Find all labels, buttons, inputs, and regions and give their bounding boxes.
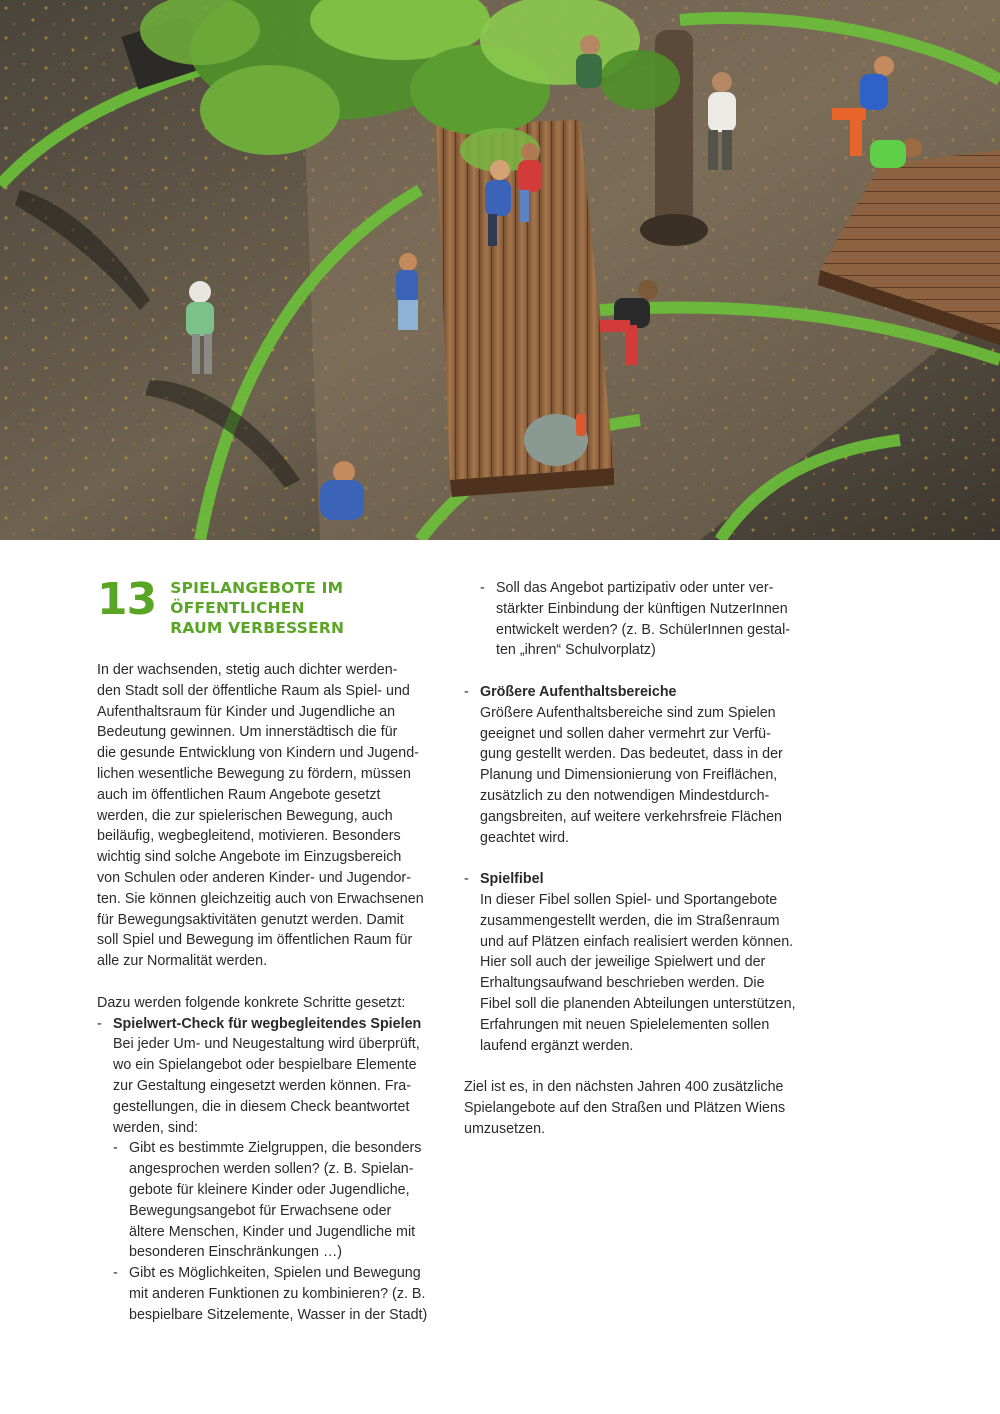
- right-column: [464, 578, 814, 1140]
- intro-line: beiläufig, wegbegleitend, motivieren. Besonders: [97, 828, 401, 845]
- photo-illustration: [0, 0, 1000, 540]
- sub-line: angesprochen werden sollen? (z. B. Spielan-: [129, 1161, 414, 1178]
- sub-line: ten „ihren“ Schulvorplatz): [496, 642, 656, 659]
- steps-list-continued: [464, 578, 814, 1056]
- item-title: - Größere Aufenthaltsbereiche: [480, 683, 677, 700]
- item-line: und auf Plätzen einfach realisiert werden können.: [480, 933, 794, 950]
- intro-paragraph: [97, 660, 442, 972]
- sub-line: ältere Menschen, Kinder und Jugendliche mit: [129, 1223, 416, 1240]
- item-line: laufend ergänzt werden.: [480, 1037, 634, 1054]
- intro-line: die gesunde Entwicklung von Kindern und Jugend-: [97, 745, 419, 762]
- item-line: werden, sind:: [113, 1119, 199, 1136]
- sub-list-item-continued: [480, 578, 814, 661]
- list-item-spielfibel: [464, 869, 814, 1056]
- sub-line: besonderen Einschränkungen …): [129, 1244, 343, 1261]
- intro-line: Bedeutung gewinnen. Um innerstädtisch die für: [97, 724, 398, 741]
- section-title: [170, 578, 442, 638]
- sub-line: - Gibt es bestimmte Zielgruppen, die besonders: [129, 1140, 422, 1157]
- item-line: Bei jeder Um- und Neugestaltung wird überprüft,: [113, 1036, 420, 1053]
- item-line: zur Gestaltung eingesetzt werden können. Fra-: [113, 1077, 412, 1094]
- list-item-aufenthaltsbereiche: [464, 682, 814, 848]
- item-line: gestellungen, die in diesem Check beantwortet: [113, 1098, 410, 1115]
- item-line: gangsbreiten, auf weitere verkehrsfreie Flächen: [480, 808, 782, 825]
- left-column: [97, 574, 442, 1326]
- item-line: Größere Aufenthaltsbereiche sind zum Spielen: [480, 704, 776, 721]
- intro-line: alle zur Normalität werden.: [97, 953, 268, 970]
- section-number: 13: [97, 574, 157, 625]
- intro-line: den Stadt soll der öffentliche Raum als Spiel- und: [97, 682, 410, 699]
- sub-line: gebote für kleinere Kinder oder Jugendliche,: [129, 1181, 410, 1198]
- item-line: Hier soll auch der jeweilige Spielwert und der: [480, 954, 766, 971]
- item-line: Fibel soll die planenden Abteilungen unterstützen,: [480, 995, 796, 1012]
- steps-list: [97, 1014, 442, 1326]
- sub-line: mit anderen Funktionen zu kombinieren? (z. B.: [129, 1285, 426, 1302]
- sub-line: entwickelt werden? (z. B. SchülerInnen gestal-: [496, 621, 791, 638]
- item-line: Planung und Dimensionierung von Freiflächen,: [480, 767, 778, 784]
- intro-line: für Bewegungsaktivitäten genutzt werden. Damit: [97, 911, 404, 928]
- item-line: gung gestellt werden. Das bedeutet, dass in der: [480, 746, 783, 763]
- section-title-line2: RAUM VERBESSERN: [170, 619, 345, 637]
- closing-line: umzusetzen.: [464, 1120, 546, 1137]
- intro-line: von Schulen oder anderen Kinder- und Jugendor-: [97, 869, 411, 886]
- item-line: zusammengestellt werden, die im Straßenraum: [480, 912, 780, 929]
- item-line: zusätzlich zu den notwendigen Mindestdurch-: [480, 787, 770, 804]
- item-line: In dieser Fibel sollen Spiel- und Sportangebote: [480, 891, 778, 908]
- closing-line: Ziel ist es, in den nächsten Jahren 400 zusätzliche: [464, 1079, 784, 1096]
- steps-lead: Dazu werden folgende konkrete Schritte gesetzt:: [97, 994, 406, 1011]
- item-line: geachtet wird.: [480, 829, 570, 846]
- intro-line: Aufenthaltsraum für Kinder und Jugendliche an: [97, 703, 396, 720]
- intro-line: In der wachsenden, stetig auch dichter werden-: [97, 662, 398, 678]
- sub-line: stärkter Einbindung der künftigen NutzerInnen: [496, 600, 788, 617]
- sub-list-item: [113, 1263, 442, 1325]
- schoolyard-photo: [0, 0, 1000, 540]
- item-line: Erhaltungsaufwand beschrieben werden. Die: [480, 975, 765, 992]
- item-line: wo ein Spielangebot oder bespielbare Elemente: [113, 1057, 417, 1074]
- sub-line: - Soll das Angebot partizipativ oder unter ver-: [496, 580, 774, 596]
- list-item-spielwert-check: [97, 1014, 442, 1326]
- intro-line: werden, die zur spielerischen Bewegung, auch: [97, 807, 393, 824]
- intro-line: soll Spiel und Bewegung im öffentlichen Raum für: [97, 932, 413, 949]
- section-heading: [97, 574, 442, 638]
- sub-line: bespielbare Sitzelemente, Wasser in der Stadt): [129, 1306, 428, 1323]
- closing-line: Spielangebote auf den Straßen und Plätzen Wiens: [464, 1099, 786, 1116]
- closing-paragraph: [464, 1077, 814, 1139]
- intro-line: lichen wesentliche Bewegung zu fördern, müssen: [97, 765, 411, 782]
- item-line: Erfahrungen mit neuen Spielelementen sollen: [480, 1016, 770, 1033]
- intro-line: wichtig sind solche Angebote im Einzugsbereich: [97, 849, 402, 866]
- sub-list: [113, 1138, 442, 1325]
- item-line: geeignet und sollen daher vermehrt zur Verfü-: [480, 725, 771, 742]
- intro-line: ten. Sie können gleichzeitig auch von Erwachsenen: [97, 890, 424, 907]
- item-title: - Spielfibel: [480, 871, 544, 888]
- sub-line: Bewegungsangebot für Erwachsene oder: [129, 1202, 392, 1219]
- sub-list-item: [113, 1138, 442, 1263]
- section-title-line1: SPIELANGEBOTE IM ÖFFENTLICHEN: [170, 579, 344, 617]
- intro-line: auch im öffentlichen Raum Angebote gesetzt: [97, 786, 381, 803]
- sub-line: - Gibt es Möglichkeiten, Spielen und Bewegung: [129, 1265, 421, 1282]
- item-title: - Spielwert-Check für wegbegleitendes Spielen: [113, 1015, 422, 1032]
